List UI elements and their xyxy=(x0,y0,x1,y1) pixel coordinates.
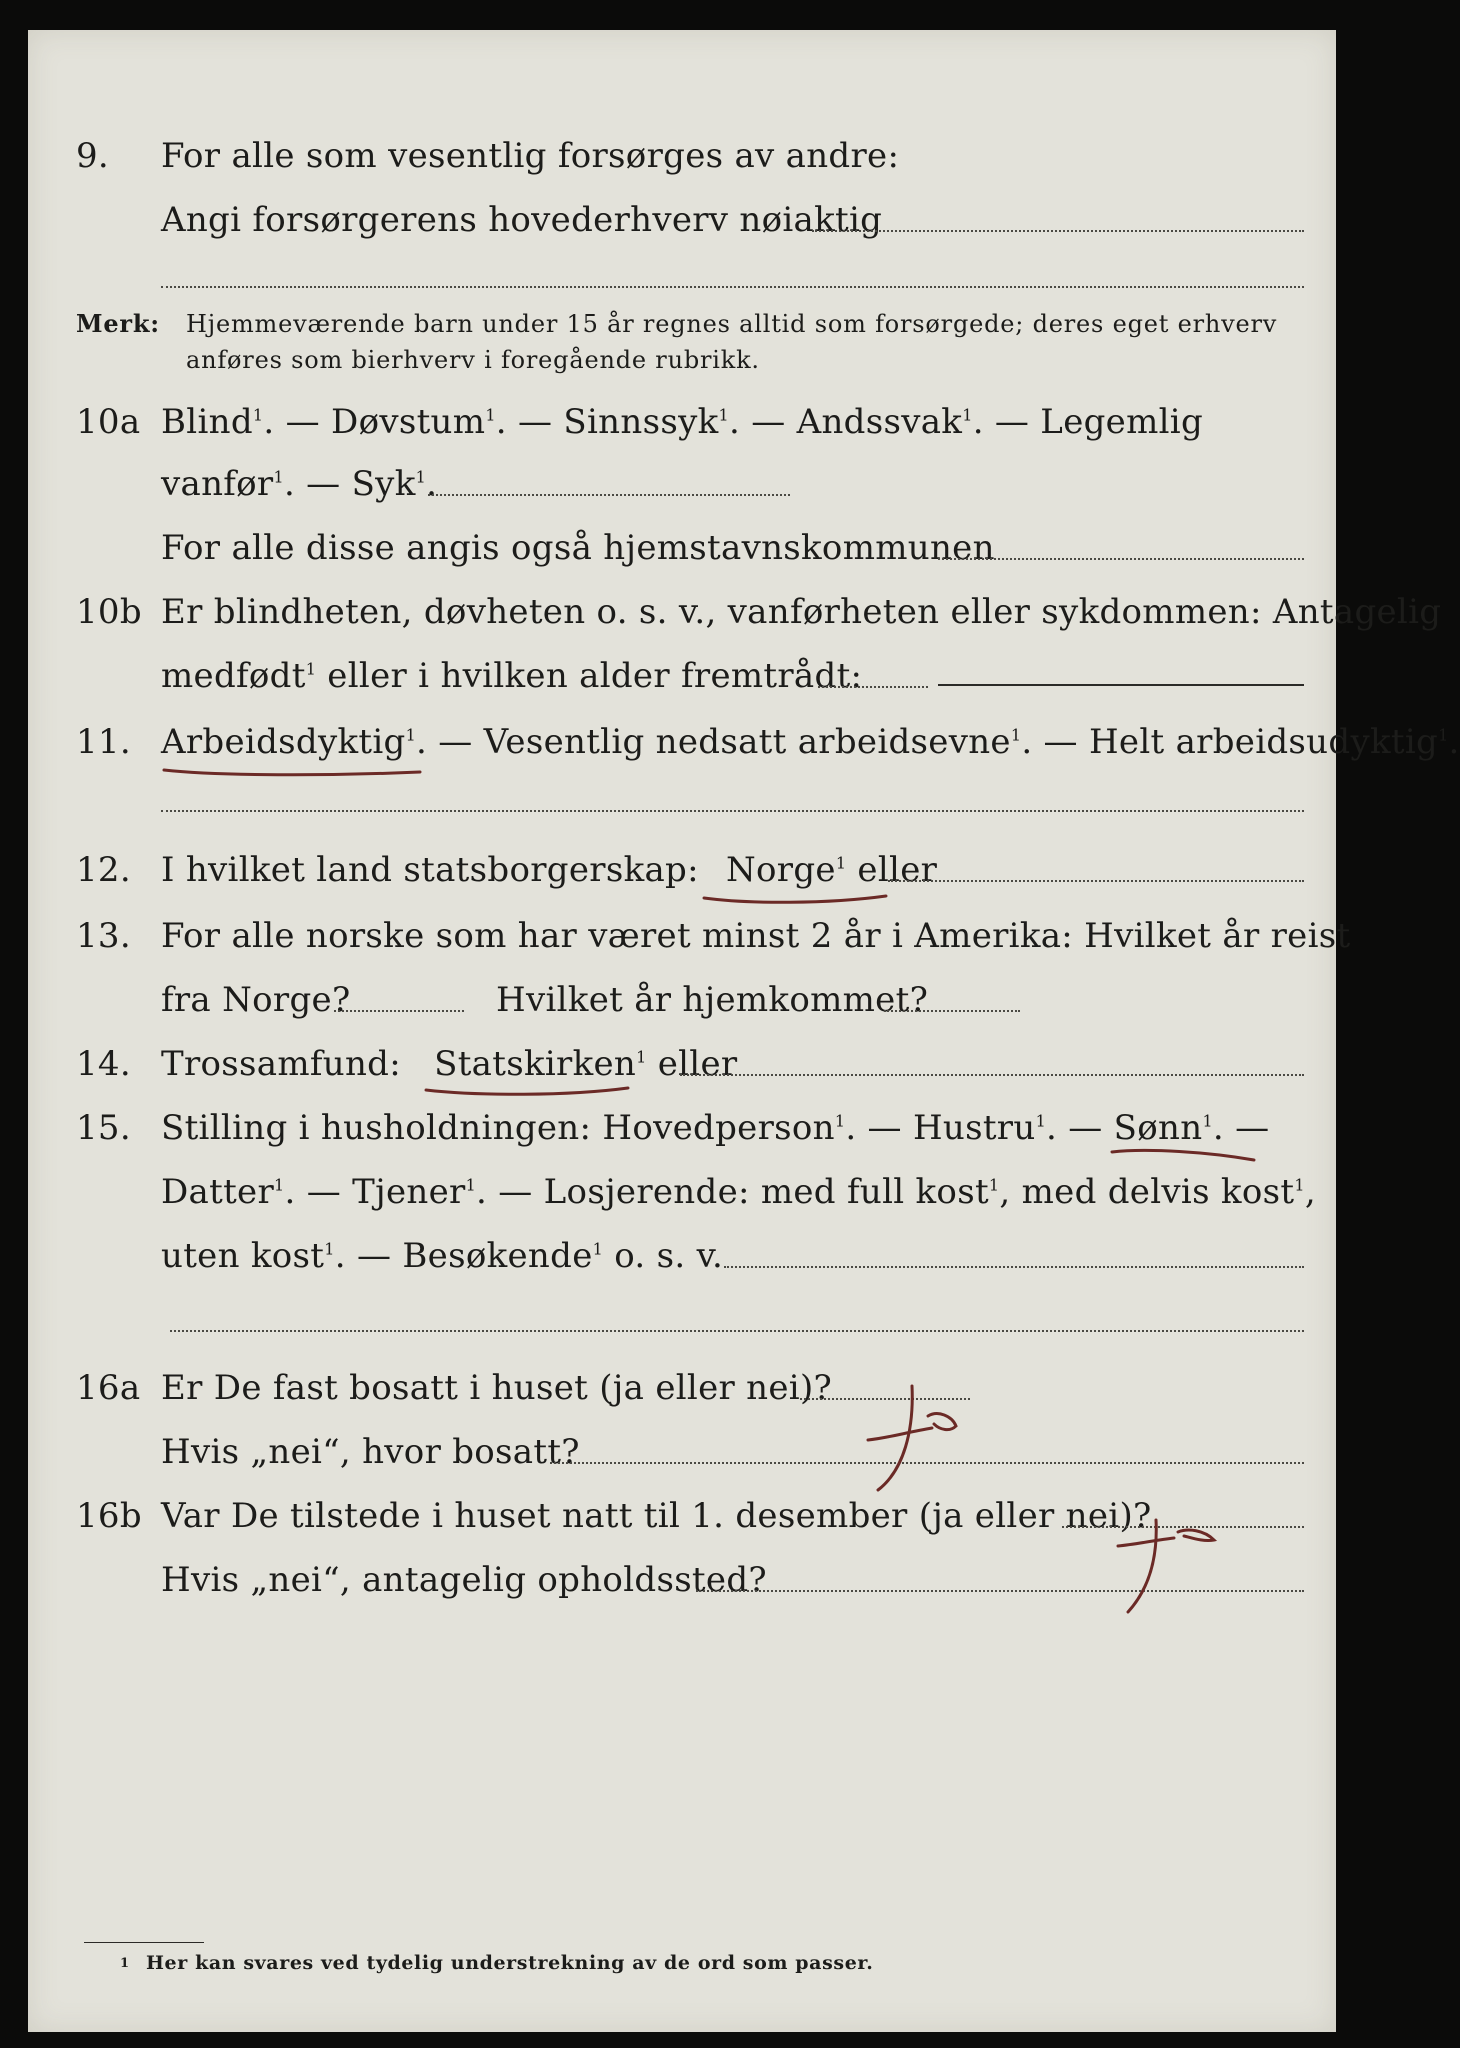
merk-text-1: Hjemmeværende barn under 15 år regnes alltid som forsørgede; deres eget erhverv xyxy=(186,310,1278,338)
q9-text-2: Angi forsørgerens hovederhverv nøiaktig xyxy=(161,200,883,240)
q10a-text-3: For alle disse angis også hjemstavnskommunen xyxy=(161,528,995,568)
q13-text-2a: fra Norge? xyxy=(161,980,351,1020)
handwriting-layer xyxy=(28,30,1336,2032)
q10b-text-2: medfødt$^1$ eller i hvilken alder fremtrådt: xyxy=(161,656,863,696)
q14-option[interactable]: Statskirken$^1$ eller xyxy=(434,1044,738,1084)
underline-norge xyxy=(704,896,886,902)
answer-16b-ja-stroke xyxy=(1118,1520,1214,1612)
q12-number: 12. xyxy=(76,850,131,890)
q16b-text-2: Hvis „nei“, antagelig opholdssted? xyxy=(161,1560,767,1600)
q10b-number: 10b xyxy=(76,592,142,632)
answer-16b xyxy=(28,30,29,31)
footnote-text: Her kan svares ved tydelig understrekning av de ord som passer. xyxy=(146,1952,874,1974)
underline-arbeidsdyktig xyxy=(164,770,420,775)
q15-text-3: uten kost$^1$. — Besøkende$^1$ o. s. v. xyxy=(161,1236,724,1276)
q10a-text-1: Blind$^1$. — Døvstum$^1$. — Sinnssyk$^1$. — Andssvak$^1$. — Legemlig xyxy=(161,402,1204,442)
answer-16a-ja-stroke xyxy=(868,1386,956,1490)
q10a-text-2: vanfør$^1$. — Syk$^1$. xyxy=(161,464,438,504)
q14-number: 14. xyxy=(76,1044,131,1084)
underline-sonn xyxy=(1112,1150,1254,1160)
q9-text-1: For alle som vesentlig forsørges av andre: xyxy=(161,136,900,176)
q14-prefix: Trossamfund: xyxy=(161,1044,402,1084)
q15-text-2: Datter$^1$. — Tjener$^1$. — Losjerende: med full kost$^1$, med delvis kost$^1$, xyxy=(161,1172,1316,1212)
q16a-text-1: Er De fast bosatt i huset (ja eller nei)? xyxy=(161,1368,833,1408)
census-form-page xyxy=(28,30,1460,2032)
q10b-text-1: Er blindheten, døvheten o. s. v., vanførheten eller sykdommen: Antagelig xyxy=(161,592,1442,632)
q13-text-1: For alle norske som har været minst 2 år i Amerika: Hvilket år reist xyxy=(161,916,1351,956)
q11-number: 11. xyxy=(76,722,131,762)
q12-prefix: I hvilket land statsborgerskap: xyxy=(161,850,699,890)
merk-text-2: anføres som bierhverv i foregående rubrikk. xyxy=(186,346,760,374)
q13-number: 13. xyxy=(76,916,131,956)
footnote-mark: 1 xyxy=(120,1956,130,1971)
q10a-number: 10a xyxy=(76,402,141,442)
q16a-number: 16a xyxy=(76,1368,141,1408)
q16b-text-1: Var De tilstede i huset natt til 1. desember (ja eller nei)? xyxy=(161,1496,1152,1536)
q16a-text-2: Hvis „nei“, hvor bosatt? xyxy=(161,1432,580,1472)
q15-text-1: Stilling i husholdningen: Hovedperson$^1$. — Hustru$^1$. — Sønn$^1$. — xyxy=(161,1108,1270,1148)
q16b-number: 16b xyxy=(76,1496,142,1536)
underline-statskirken xyxy=(426,1088,628,1094)
merk-label: Merk: xyxy=(76,309,160,338)
q9-number: 9. xyxy=(76,136,110,176)
q13-text-2b: Hvilket år hjemkommet? xyxy=(496,980,929,1020)
q15-number: 15. xyxy=(76,1108,131,1148)
q12-option[interactable]: Norge$^1$ eller xyxy=(725,850,938,890)
q11-text-1: Arbeidsdyktig$^1$. — Vesentlig nedsatt arbeidsevne$^1$. — Helt arbeidsudyktig$^1$. xyxy=(161,722,1460,762)
